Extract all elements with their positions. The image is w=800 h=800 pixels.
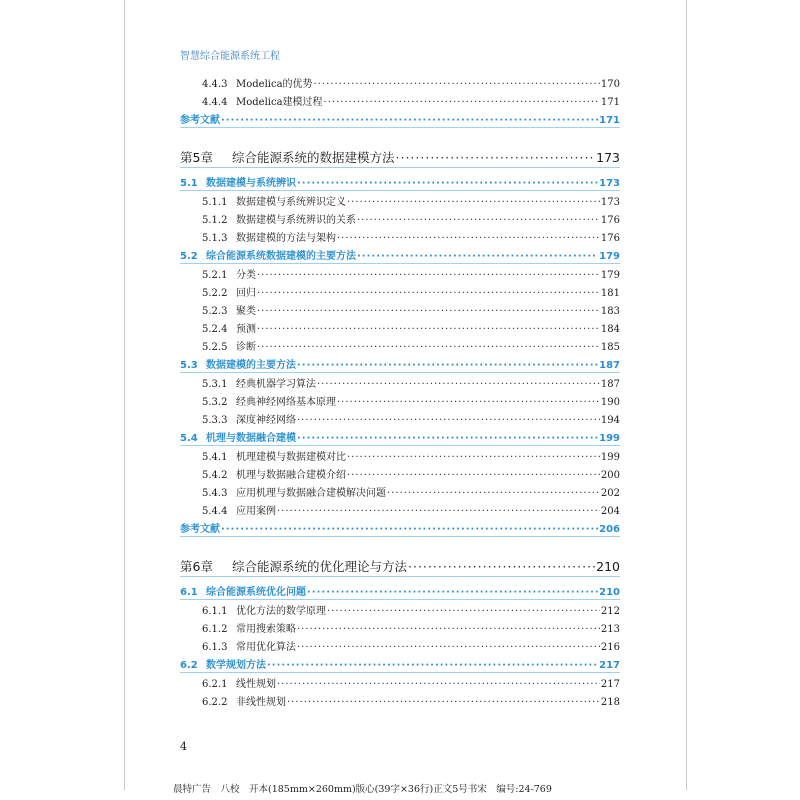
toc-entry-label <box>180 433 296 445</box>
toc-entry-number: 4.4.4 <box>202 97 228 108</box>
toc-entry-page: 173 <box>596 150 620 165</box>
leader-dots <box>221 524 598 536</box>
toc-entry-label <box>202 470 346 482</box>
toc-entry-sub <box>180 282 620 300</box>
toc-entry-label <box>202 642 296 654</box>
toc-entry-title: 回归 <box>236 288 256 299</box>
toc-entry-page: 176 <box>600 215 620 226</box>
toc-entry-sub <box>180 500 620 518</box>
leader-dots <box>267 660 598 672</box>
toc-entry-page: 217 <box>599 660 620 671</box>
table-of-contents <box>180 73 620 709</box>
toc-entry-page: 183 <box>600 306 620 317</box>
toc-entry-page: 200 <box>600 470 620 481</box>
toc-entry-number: 5.1.2 <box>202 215 228 226</box>
toc-entry-page: 217 <box>600 679 620 690</box>
toc-entry-label <box>180 561 407 573</box>
leader-dots <box>324 97 600 109</box>
toc-entry-label <box>202 306 256 318</box>
leader-dots <box>337 233 600 245</box>
leader-dots <box>257 342 600 354</box>
toc-entry-number: 5.4.3 <box>202 488 228 499</box>
toc-entry-label <box>180 152 395 164</box>
toc-entry-title: 应用案例 <box>236 506 276 517</box>
toc-entry-title: 深度神经网络 <box>236 415 296 426</box>
toc-entry-number: 6.1 <box>180 587 198 598</box>
toc-entry-number: 6.2.2 <box>202 697 228 708</box>
toc-entry-page: 190 <box>600 397 620 408</box>
print-footer: 晨特广告 八校 开本(185mm×260mm)版心(39字×36行)正文5号书宋 编号:24-769 <box>173 784 552 795</box>
toc-entry-title: 聚类 <box>236 306 256 317</box>
toc-entry-sub <box>180 300 620 318</box>
toc-entry-label <box>202 79 313 91</box>
leader-dots <box>257 270 600 282</box>
toc-entry-page: 179 <box>599 251 620 262</box>
leader-dots <box>221 115 598 127</box>
toc-entry-sub <box>180 391 620 409</box>
toc-entry-label <box>202 324 256 336</box>
toc-entry-sec <box>180 654 620 673</box>
leader-dots <box>337 397 600 409</box>
leader-dots <box>408 561 595 573</box>
leader-dots <box>396 152 596 164</box>
toc-entry-page: 218 <box>600 697 620 708</box>
toc-entry-number: 6.1.1 <box>202 606 228 617</box>
toc-entry-page: 212 <box>600 606 620 617</box>
toc-entry-title: 数据建模与系统辨识定义 <box>236 197 346 208</box>
leader-dots <box>257 324 600 336</box>
toc-entry-sub <box>180 618 620 636</box>
toc-entry-title: 综合能源系统的优化理论与方法 <box>232 559 408 574</box>
toc-entry-number: 5.4.1 <box>202 452 228 463</box>
toc-entry-page: 206 <box>599 524 620 535</box>
toc-entry-sec <box>180 581 620 600</box>
toc-entry-ref <box>180 518 620 537</box>
toc-entry-title: 优化方法的数学原理 <box>236 606 326 617</box>
toc-entry-title: 机理与数据融合建模 <box>206 433 296 444</box>
toc-entry-page: 176 <box>600 233 620 244</box>
toc-entry-label <box>202 233 336 245</box>
toc-entry-sec <box>180 427 620 446</box>
toc-entry-sub <box>180 91 620 109</box>
toc-entry-label <box>202 342 256 354</box>
toc-entry-page: 202 <box>600 488 620 499</box>
toc-entry-title: 机理与数据融合建模介绍 <box>236 470 346 481</box>
leader-dots <box>297 415 600 427</box>
toc-entry-sub <box>180 227 620 245</box>
toc-entry-sub <box>180 209 620 227</box>
leader-dots <box>287 697 600 709</box>
toc-entry-number: 5.4.2 <box>202 470 228 481</box>
toc-entry-title: 数据建模与系统辨识 <box>206 178 296 189</box>
toc-entry-page: 199 <box>599 433 620 444</box>
toc-entry-title: Modelica建模过程 <box>236 97 323 108</box>
toc-entry-label <box>180 251 356 263</box>
toc-entry-page: 210 <box>599 587 620 598</box>
toc-entry-label <box>202 506 276 518</box>
toc-entry-number: 5.2.5 <box>202 342 228 353</box>
leader-dots <box>387 488 600 500</box>
running-head: 智慧综合能源系统工程 <box>180 51 280 62</box>
leader-dots <box>327 606 600 618</box>
toc-entry-page: 204 <box>600 506 620 517</box>
toc-entry-number: 5.1 <box>180 178 198 189</box>
toc-entry-sub <box>180 373 620 391</box>
toc-entry-number: 5.3 <box>180 360 198 371</box>
leader-dots <box>297 624 600 636</box>
toc-entry-page: 173 <box>599 178 620 189</box>
toc-entry-title: Modelica的优势 <box>236 79 313 90</box>
toc-entry-number: 4.4.3 <box>202 79 228 90</box>
toc-entry-label <box>202 606 326 618</box>
toc-entry-label <box>202 97 323 109</box>
leader-dots <box>347 452 600 464</box>
toc-entry-label <box>202 270 256 282</box>
toc-entry-label <box>202 197 346 209</box>
toc-entry-page: 216 <box>600 642 620 653</box>
toc-entry-label <box>202 397 336 409</box>
toc-entry-title: 数据建模的主要方法 <box>206 360 296 371</box>
toc-entry-title: 数据建模与系统辨识的关系 <box>236 215 356 226</box>
leader-dots <box>257 288 600 300</box>
toc-entry-number: 5.2.2 <box>202 288 228 299</box>
toc-entry-sub <box>180 409 620 427</box>
toc-entry-sec <box>180 354 620 373</box>
toc-entry-page: 210 <box>596 559 620 574</box>
toc-entry-page: 194 <box>600 415 620 426</box>
toc-entry-ref <box>180 109 620 128</box>
toc-entry-sub <box>180 446 620 464</box>
leader-dots <box>357 215 600 227</box>
toc-entry-number: 5.2.1 <box>202 270 228 281</box>
toc-entry-page: 173 <box>600 197 620 208</box>
toc-entry-title: 参考文献 <box>180 524 220 535</box>
toc-entry-title: 经典机器学习算法 <box>236 379 316 390</box>
toc-entry-number: 5.4 <box>180 433 198 444</box>
toc-entry-page: 187 <box>600 379 620 390</box>
leader-dots <box>277 506 600 518</box>
toc-entry-number: 6.1.3 <box>202 642 228 653</box>
leader-dots <box>257 306 600 318</box>
toc-entry-title: 综合能源系统优化问题 <box>206 587 306 598</box>
leader-dots <box>317 379 600 391</box>
toc-entry-page: 184 <box>600 324 620 335</box>
toc-entry-page: 213 <box>600 624 620 635</box>
toc-entry-label <box>202 624 296 636</box>
toc-entry-sec <box>180 172 620 191</box>
toc-entry-title: 预测 <box>236 324 256 335</box>
toc-entry-title: 参考文献 <box>180 115 220 126</box>
leader-dots <box>297 433 598 445</box>
toc-entry-chapter <box>180 140 620 168</box>
toc-entry-sub <box>180 191 620 209</box>
toc-entry-number: 6.1.2 <box>202 624 228 635</box>
toc-entry-label <box>202 697 286 709</box>
toc-entry-sub <box>180 482 620 500</box>
toc-entry-sec <box>180 245 620 264</box>
leader-dots <box>347 470 600 482</box>
toc-entry-title: 数据建模的方法与架构 <box>236 233 336 244</box>
toc-entry-number: 5.2.4 <box>202 324 228 335</box>
toc-entry-title: 常用优化算法 <box>236 642 296 653</box>
toc-entry-number: 6.2.1 <box>202 679 228 690</box>
toc-entry-number: 5.2 <box>180 251 198 262</box>
toc-entry-sub <box>180 264 620 282</box>
toc-entry-number: 5.3.2 <box>202 397 228 408</box>
toc-entry-label <box>180 524 220 536</box>
toc-entry-title: 常用搜索策略 <box>236 624 296 635</box>
toc-entry-number: 5.4.4 <box>202 506 228 517</box>
leader-dots <box>297 360 598 372</box>
toc-entry-sub <box>180 673 620 691</box>
toc-entry-sub <box>180 318 620 336</box>
toc-entry-label <box>180 660 266 672</box>
toc-entry-number: 6.2 <box>180 660 198 671</box>
toc-entry-title: 数学规划方法 <box>206 660 266 671</box>
toc-entry-number: 5.2.3 <box>202 306 228 317</box>
toc-entry-label <box>202 415 296 427</box>
toc-entry-sub <box>180 691 620 709</box>
toc-entry-number: 第5章 <box>180 150 213 165</box>
toc-entry-sub <box>180 600 620 618</box>
toc-entry-label <box>202 215 356 227</box>
toc-entry-number: 5.3.3 <box>202 415 228 426</box>
toc-entry-number: 5.3.1 <box>202 379 228 390</box>
toc-entry-sub <box>180 73 620 91</box>
toc-entry-title: 应用机理与数据融合建模解决问题 <box>236 488 386 499</box>
toc-entry-title: 经典神经网络基本原理 <box>236 397 336 408</box>
page-number: 4 <box>180 740 187 753</box>
toc-entry-label <box>202 488 386 500</box>
toc-entry-page: 170 <box>600 79 620 90</box>
toc-entry-title: 线性规划 <box>236 679 276 690</box>
toc-entry-page: 171 <box>600 97 620 108</box>
leader-dots <box>277 679 600 691</box>
toc-entry-page: 181 <box>600 288 620 299</box>
leader-dots <box>297 178 598 190</box>
toc-entry-page: 199 <box>600 452 620 463</box>
toc-entry-title: 分类 <box>236 270 256 281</box>
toc-entry-page: 185 <box>600 342 620 353</box>
leader-dots <box>307 587 598 599</box>
leader-dots <box>357 251 598 263</box>
toc-entry-title: 诊断 <box>236 342 256 353</box>
toc-entry-label <box>180 587 306 599</box>
toc-entry-label <box>202 679 276 691</box>
toc-entry-number: 5.1.3 <box>202 233 228 244</box>
toc-entry-label <box>202 288 256 300</box>
leader-dots <box>347 197 600 209</box>
toc-entry-label <box>180 178 296 190</box>
leader-dots <box>314 79 600 91</box>
toc-entry-label <box>180 360 296 372</box>
toc-entry-label <box>202 379 316 391</box>
toc-entry-number: 5.1.1 <box>202 197 228 208</box>
toc-entry-title: 综合能源系统数据建模的主要方法 <box>206 251 356 262</box>
toc-entry-page: 187 <box>599 360 620 371</box>
toc-entry-page: 179 <box>600 270 620 281</box>
toc-entry-page: 171 <box>599 115 620 126</box>
toc-entry-number: 第6章 <box>180 559 213 574</box>
toc-entry-sub <box>180 464 620 482</box>
toc-entry-title: 综合能源系统的数据建模方法 <box>232 150 395 165</box>
toc-entry-label <box>180 115 220 127</box>
toc-entry-label <box>202 452 346 464</box>
toc-entry-title: 机理建模与数据建模对比 <box>236 452 346 463</box>
toc-entry-sub <box>180 336 620 354</box>
toc-entry-title: 非线性规划 <box>236 697 286 708</box>
leader-dots <box>297 642 600 654</box>
toc-entry-chapter <box>180 549 620 577</box>
toc-entry-sub <box>180 636 620 654</box>
